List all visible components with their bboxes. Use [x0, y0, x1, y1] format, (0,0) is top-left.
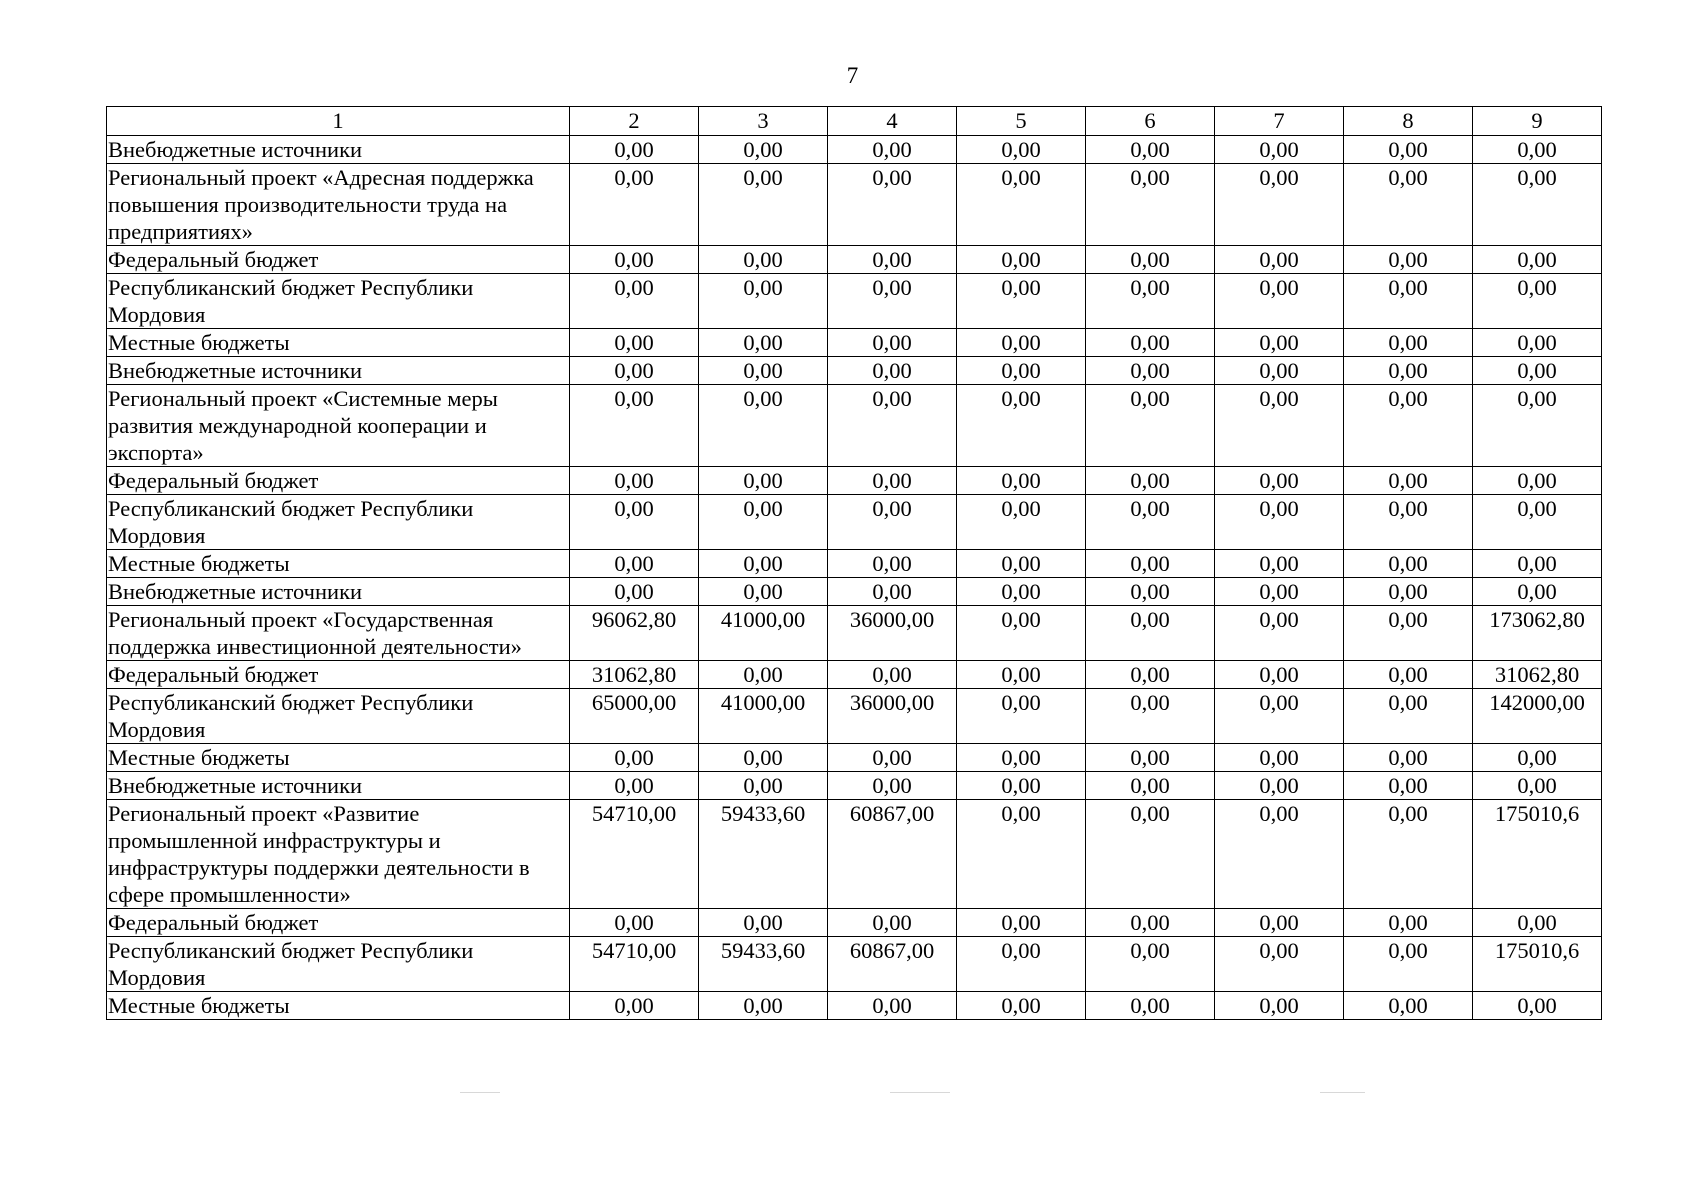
column-header: 7 [1215, 107, 1344, 136]
table-row [107, 772, 1602, 800]
value-cell: 41000,00 [699, 606, 828, 661]
value-cell: 0,00 [1344, 744, 1473, 772]
value-cell: 0,00 [1344, 329, 1473, 357]
value-cell: 0,00 [1086, 246, 1215, 274]
value-cell: 0,00 [1086, 164, 1215, 246]
value-cell: 0,00 [570, 274, 699, 329]
value-cell: 0,00 [1473, 772, 1602, 800]
value-cell: 0,00 [1344, 246, 1473, 274]
value-cell: 0,00 [957, 578, 1086, 606]
table-row [107, 274, 1602, 329]
value-cell: 0,00 [1344, 136, 1473, 164]
row-label: Республиканский бюджет Республики Мордовия [107, 495, 570, 550]
table-row [107, 329, 1602, 357]
page-number: 7 [846, 63, 859, 88]
value-cell: 0,00 [1086, 800, 1215, 909]
row-label: Республиканский бюджет Республики Мордовия [107, 689, 570, 744]
row-label: Федеральный бюджет [107, 661, 570, 689]
value-cell: 59433,60 [699, 937, 828, 992]
row-label: Местные бюджеты [107, 329, 570, 357]
value-cell: 0,00 [1344, 385, 1473, 467]
value-cell: 0,00 [957, 246, 1086, 274]
table-row [107, 744, 1602, 772]
value-cell: 0,00 [957, 909, 1086, 937]
value-cell: 0,00 [1473, 578, 1602, 606]
value-cell: 0,00 [1086, 937, 1215, 992]
value-cell: 0,00 [828, 772, 957, 800]
value-cell: 0,00 [1086, 744, 1215, 772]
value-cell: 0,00 [570, 744, 699, 772]
value-cell: 54710,00 [570, 800, 699, 909]
row-label: Республиканский бюджет Республики Мордовия [107, 274, 570, 329]
column-header: 5 [957, 107, 1086, 136]
value-cell: 0,00 [1086, 495, 1215, 550]
value-cell: 0,00 [1086, 992, 1215, 1020]
value-cell: 0,00 [828, 357, 957, 385]
value-cell: 0,00 [1473, 992, 1602, 1020]
value-cell: 0,00 [828, 744, 957, 772]
value-cell: 0,00 [570, 329, 699, 357]
column-header: 3 [699, 107, 828, 136]
value-cell: 173062,80 [1473, 606, 1602, 661]
row-label: Внебюджетные источники [107, 357, 570, 385]
value-cell: 0,00 [1473, 164, 1602, 246]
value-cell: 0,00 [1215, 467, 1344, 495]
value-cell: 0,00 [1086, 606, 1215, 661]
value-cell: 0,00 [828, 495, 957, 550]
value-cell: 0,00 [699, 385, 828, 467]
value-cell: 0,00 [828, 164, 957, 246]
value-cell: 0,00 [699, 246, 828, 274]
value-cell: 0,00 [828, 550, 957, 578]
value-cell: 0,00 [957, 329, 1086, 357]
value-cell: 0,00 [1344, 937, 1473, 992]
value-cell: 0,00 [1215, 274, 1344, 329]
table-row [107, 136, 1602, 164]
value-cell: 0,00 [828, 136, 957, 164]
value-cell: 175010,6 [1473, 937, 1602, 992]
table-row [107, 606, 1602, 661]
value-cell: 54710,00 [570, 937, 699, 992]
value-cell: 0,00 [1344, 606, 1473, 661]
table-row [107, 164, 1602, 246]
value-cell: 0,00 [957, 937, 1086, 992]
value-cell: 0,00 [699, 744, 828, 772]
value-cell: 36000,00 [828, 606, 957, 661]
header-row [107, 107, 1602, 136]
value-cell: 0,00 [1473, 329, 1602, 357]
value-cell: 0,00 [570, 772, 699, 800]
table-row [107, 909, 1602, 937]
value-cell: 60867,00 [828, 937, 957, 992]
value-cell: 0,00 [957, 772, 1086, 800]
value-cell: 0,00 [570, 495, 699, 550]
value-cell: 0,00 [1086, 578, 1215, 606]
value-cell: 0,00 [828, 467, 957, 495]
value-cell: 60867,00 [828, 800, 957, 909]
table-row [107, 467, 1602, 495]
value-cell: 0,00 [699, 550, 828, 578]
table-row [107, 357, 1602, 385]
value-cell: 0,00 [1473, 246, 1602, 274]
value-cell: 0,00 [957, 357, 1086, 385]
value-cell: 0,00 [1344, 578, 1473, 606]
value-cell: 0,00 [570, 246, 699, 274]
value-cell: 0,00 [570, 550, 699, 578]
value-cell: 0,00 [699, 495, 828, 550]
value-cell: 0,00 [1215, 136, 1344, 164]
value-cell: 0,00 [957, 136, 1086, 164]
value-cell: 0,00 [570, 578, 699, 606]
value-cell: 0,00 [1086, 909, 1215, 937]
value-cell: 0,00 [1215, 578, 1344, 606]
value-cell: 0,00 [957, 800, 1086, 909]
table-row [107, 495, 1602, 550]
table-row [107, 800, 1602, 909]
row-label: Местные бюджеты [107, 992, 570, 1020]
value-cell: 0,00 [1086, 329, 1215, 357]
value-cell: 0,00 [828, 274, 957, 329]
value-cell: 0,00 [957, 992, 1086, 1020]
value-cell: 0,00 [957, 689, 1086, 744]
value-cell: 0,00 [1215, 164, 1344, 246]
value-cell: 142000,00 [1473, 689, 1602, 744]
table-row [107, 992, 1602, 1020]
budget-table [106, 106, 1602, 1020]
value-cell: 0,00 [957, 550, 1086, 578]
value-cell: 0,00 [1215, 992, 1344, 1020]
value-cell: 0,00 [1215, 661, 1344, 689]
value-cell: 0,00 [1086, 689, 1215, 744]
value-cell: 0,00 [828, 246, 957, 274]
value-cell: 0,00 [570, 385, 699, 467]
table-row [107, 689, 1602, 744]
table-row [107, 550, 1602, 578]
value-cell: 96062,80 [570, 606, 699, 661]
value-cell: 0,00 [570, 909, 699, 937]
value-cell: 0,00 [1344, 164, 1473, 246]
value-cell: 0,00 [699, 274, 828, 329]
row-label: Региональный проект «Адресная поддержка повышения производительности труда на предприятиях» [107, 164, 570, 246]
value-cell: 175010,6 [1473, 800, 1602, 909]
value-cell: 0,00 [699, 164, 828, 246]
value-cell: 41000,00 [699, 689, 828, 744]
value-cell: 0,00 [1344, 550, 1473, 578]
value-cell: 0,00 [1215, 606, 1344, 661]
table-row [107, 385, 1602, 467]
value-cell: 0,00 [699, 909, 828, 937]
row-label: Региональный проект «Государственная поддержка инвестиционной деятельности» [107, 606, 570, 661]
row-label: Республиканский бюджет Республики Мордовия [107, 937, 570, 992]
value-cell: 0,00 [957, 744, 1086, 772]
value-cell: 0,00 [1344, 689, 1473, 744]
value-cell: 0,00 [1086, 661, 1215, 689]
value-cell: 0,00 [957, 467, 1086, 495]
value-cell: 0,00 [699, 578, 828, 606]
value-cell: 0,00 [1215, 800, 1344, 909]
value-cell: 0,00 [1215, 385, 1344, 467]
scan-artifact [890, 1092, 950, 1093]
value-cell: 0,00 [1086, 550, 1215, 578]
row-label: Внебюджетные источники [107, 772, 570, 800]
value-cell: 0,00 [828, 909, 957, 937]
row-label: Региональный проект «Развитие промышленной инфраструктуры и инфраструктуры поддержки деятельности в сфере промышленности» [107, 800, 570, 909]
value-cell: 0,00 [1473, 909, 1602, 937]
value-cell: 0,00 [1215, 937, 1344, 992]
table-row [107, 937, 1602, 992]
row-label: Местные бюджеты [107, 550, 570, 578]
value-cell: 0,00 [1215, 689, 1344, 744]
value-cell: 0,00 [1344, 772, 1473, 800]
table-row [107, 578, 1602, 606]
column-header: 6 [1086, 107, 1215, 136]
value-cell: 0,00 [1086, 136, 1215, 164]
table-row [107, 246, 1602, 274]
value-cell: 0,00 [699, 661, 828, 689]
value-cell: 0,00 [828, 578, 957, 606]
value-cell: 0,00 [1215, 329, 1344, 357]
value-cell: 0,00 [570, 467, 699, 495]
value-cell: 0,00 [1473, 744, 1602, 772]
row-label: Местные бюджеты [107, 744, 570, 772]
row-label: Внебюджетные источники [107, 578, 570, 606]
value-cell: 0,00 [957, 661, 1086, 689]
row-label: Внебюджетные источники [107, 136, 570, 164]
value-cell: 0,00 [1215, 772, 1344, 800]
value-cell: 0,00 [1473, 136, 1602, 164]
value-cell: 0,00 [957, 164, 1086, 246]
value-cell: 0,00 [828, 385, 957, 467]
value-cell: 0,00 [570, 136, 699, 164]
value-cell: 0,00 [1215, 550, 1344, 578]
value-cell: 0,00 [1215, 246, 1344, 274]
value-cell: 0,00 [570, 357, 699, 385]
value-cell: 0,00 [1473, 550, 1602, 578]
value-cell: 0,00 [1473, 357, 1602, 385]
value-cell: 0,00 [828, 992, 957, 1020]
value-cell: 0,00 [1473, 385, 1602, 467]
table-header [107, 107, 1602, 136]
value-cell: 0,00 [1086, 772, 1215, 800]
value-cell: 0,00 [957, 274, 1086, 329]
value-cell: 0,00 [1086, 385, 1215, 467]
row-label: Федеральный бюджет [107, 467, 570, 495]
value-cell: 0,00 [1086, 274, 1215, 329]
value-cell: 0,00 [1344, 495, 1473, 550]
value-cell: 0,00 [828, 329, 957, 357]
scan-artifact [460, 1092, 500, 1093]
value-cell: 0,00 [957, 385, 1086, 467]
value-cell: 0,00 [570, 992, 699, 1020]
value-cell: 65000,00 [570, 689, 699, 744]
value-cell: 0,00 [570, 164, 699, 246]
value-cell: 0,00 [1215, 909, 1344, 937]
value-cell: 0,00 [699, 992, 828, 1020]
scan-artifact [1320, 1092, 1365, 1093]
column-header: 9 [1473, 107, 1602, 136]
value-cell: 0,00 [699, 357, 828, 385]
value-cell: 0,00 [828, 661, 957, 689]
table-row [107, 661, 1602, 689]
value-cell: 59433,60 [699, 800, 828, 909]
value-cell: 0,00 [699, 136, 828, 164]
value-cell: 0,00 [1344, 274, 1473, 329]
value-cell: 0,00 [1215, 744, 1344, 772]
value-cell: 0,00 [1473, 495, 1602, 550]
value-cell: 0,00 [1344, 357, 1473, 385]
value-cell: 0,00 [1473, 274, 1602, 329]
value-cell: 0,00 [699, 772, 828, 800]
value-cell: 31062,80 [570, 661, 699, 689]
value-cell: 0,00 [1086, 467, 1215, 495]
value-cell: 0,00 [1086, 357, 1215, 385]
column-header: 8 [1344, 107, 1473, 136]
value-cell: 0,00 [1344, 909, 1473, 937]
column-header: 1 [107, 107, 570, 136]
value-cell: 0,00 [1344, 800, 1473, 909]
value-cell: 0,00 [957, 495, 1086, 550]
table-body [107, 136, 1602, 1020]
value-cell: 0,00 [1344, 467, 1473, 495]
row-label: Федеральный бюджет [107, 246, 570, 274]
value-cell: 0,00 [1473, 467, 1602, 495]
value-cell: 0,00 [957, 606, 1086, 661]
row-label: Региональный проект «Системные меры развития международной кооперации и экспорта» [107, 385, 570, 467]
value-cell: 0,00 [699, 467, 828, 495]
value-cell: 0,00 [1344, 992, 1473, 1020]
value-cell: 31062,80 [1473, 661, 1602, 689]
column-header: 2 [570, 107, 699, 136]
value-cell: 36000,00 [828, 689, 957, 744]
value-cell: 0,00 [1215, 357, 1344, 385]
value-cell: 0,00 [699, 329, 828, 357]
row-label: Федеральный бюджет [107, 909, 570, 937]
value-cell: 0,00 [1344, 661, 1473, 689]
value-cell: 0,00 [1215, 495, 1344, 550]
column-header: 4 [828, 107, 957, 136]
